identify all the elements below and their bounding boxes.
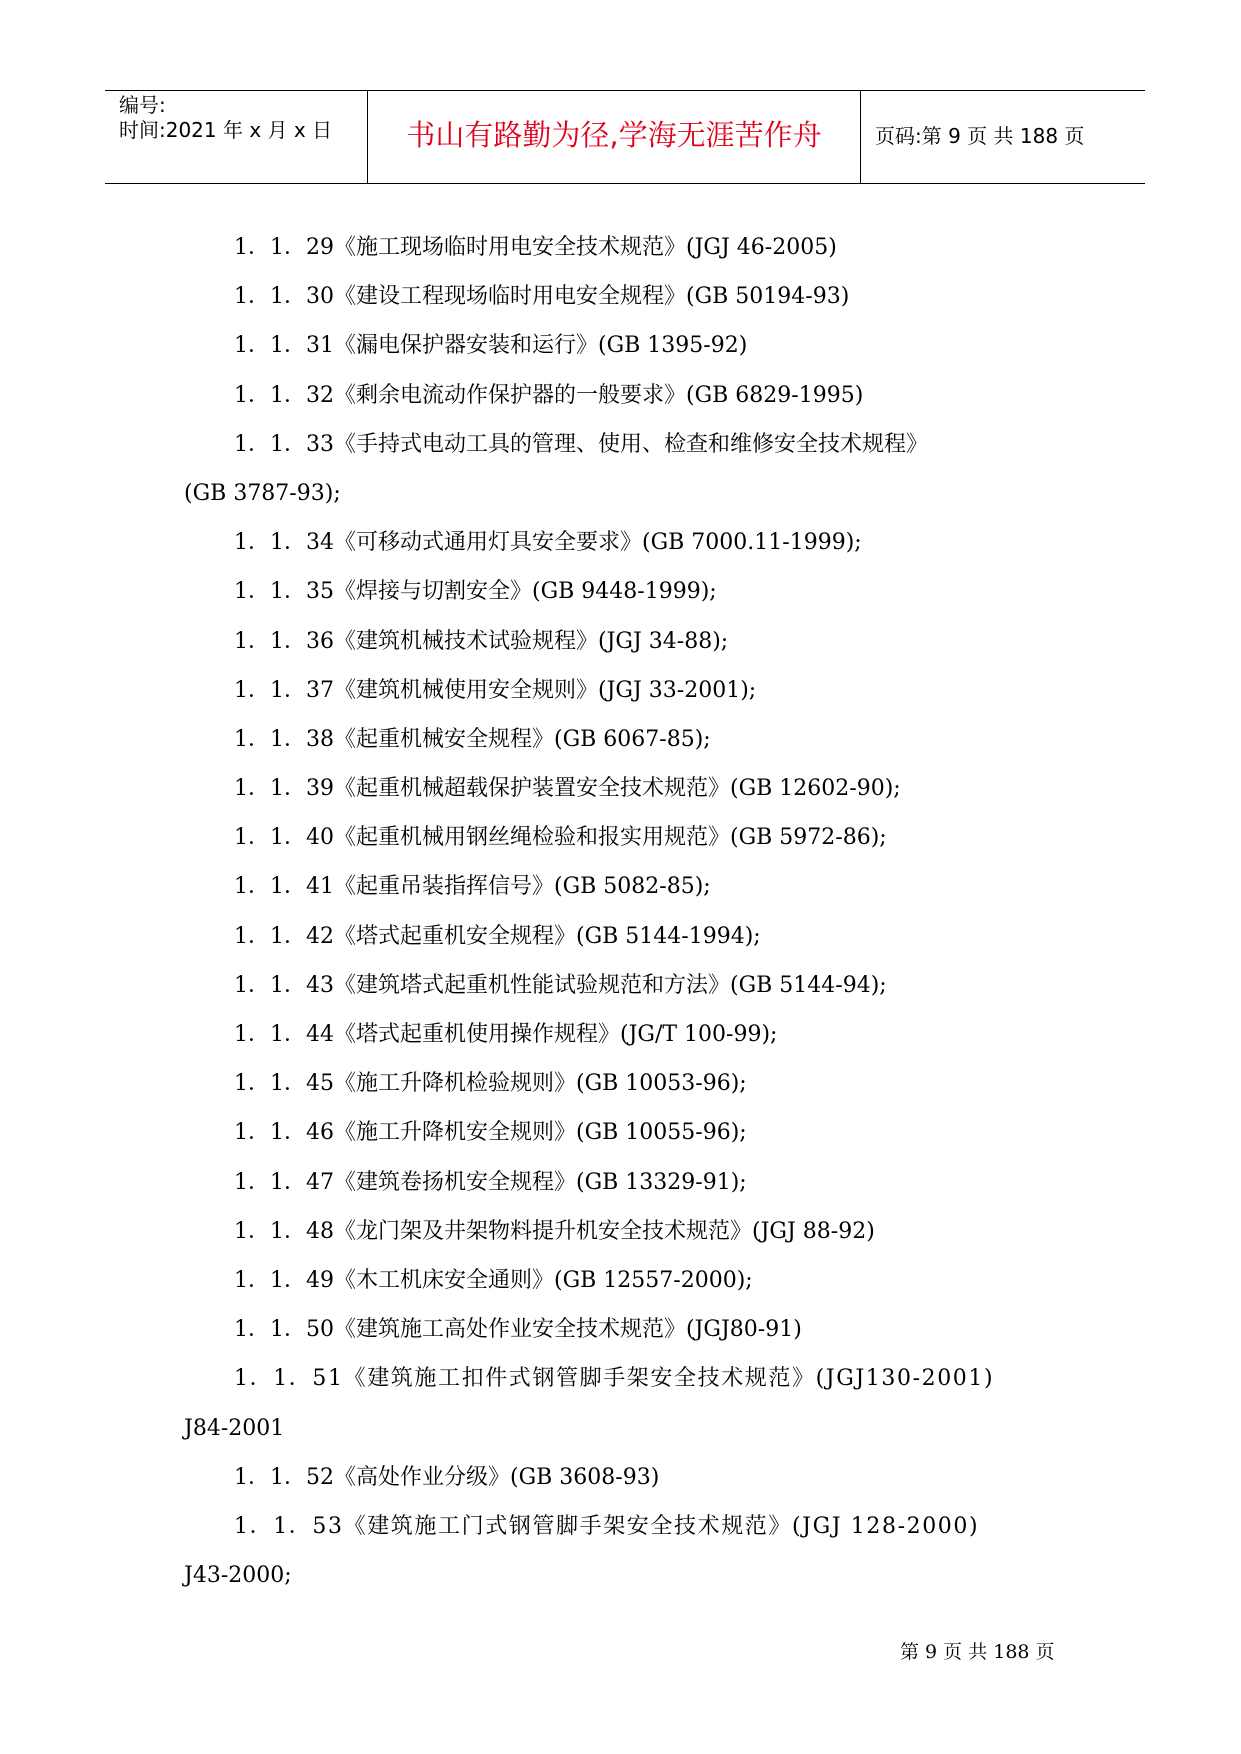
standard-list-item: 1．1．40《起重机械用钢丝绳检验和报实用规范》(GB 5972-86); — [234, 825, 887, 851]
standard-list-item: 1．1．53《建筑施工门式钢管脚手架安全技术规范》(JGJ 128-2000) — [234, 1513, 980, 1539]
header-left-cell — [105, 91, 367, 183]
standard-list-item: 1．1．48《龙门架及井架物料提升机安全技术规范》(JGJ 88-92) — [234, 1218, 875, 1244]
document-number-label: 编号: — [119, 93, 166, 117]
standard-list-item: 1．1．34《可移动式通用灯具安全要求》(GB 7000.11-1999); — [234, 530, 862, 556]
standard-list-item: 1．1．50《建筑施工高处作业安全技术规范》(JGJ80-91) — [234, 1317, 802, 1343]
standard-list-item: 1．1．35《焊接与切割安全》(GB 9448-1999); — [234, 579, 717, 605]
standard-list-item: 1．1．29《施工现场临时用电安全技术规范》(JGJ 46-2005) — [234, 235, 837, 260]
page-footer: 第 9 页 共 188 页 — [900, 1641, 1055, 1663]
standard-list-item: 1．1．30《建设工程现场临时用电安全规程》(GB 50194-93) — [234, 284, 850, 310]
standard-list-item: 1．1．42《塔式起重机安全规程》(GB 5144-1994); — [234, 923, 761, 949]
standard-list-item: 1．1．46《施工升降机安全规则》(GB 10055-96); — [234, 1120, 747, 1146]
standard-list-item: 1．1．43《建筑塔式起重机性能试验规范和方法》(GB 5144-94); — [234, 972, 887, 998]
standard-list-item: 1．1．51《建筑施工扣件式钢管脚手架安全技术规范》(JGJ130-2001) — [234, 1366, 995, 1392]
standard-list-item: 1．1．49《木工机床安全通则》(GB 12557-2000); — [234, 1267, 753, 1293]
header-motto: 书山有路勤为径,学海无涯苦作舟 — [406, 118, 822, 152]
standard-list-item: 1．1．44《塔式起重机使用操作规程》(JG/T 100-99); — [234, 1022, 778, 1047]
page-header — [105, 90, 1145, 184]
standard-list-item: 1．1．31《漏电保护器安装和运行》(GB 1395-92) — [234, 333, 748, 359]
standard-list-item: 1．1．38《起重机械安全规程》(GB 6067-85); — [234, 726, 711, 752]
standard-list-item: 1．1．45《施工升降机检验规则》(GB 10053-96); — [234, 1071, 747, 1097]
standard-list-item: 1．1．52《高处作业分级》(GB 3608-93) — [234, 1464, 660, 1490]
header-middle-cell — [367, 91, 861, 183]
standard-list-item-continuation: (GB 3787-93); — [184, 480, 341, 506]
standard-list-item: 1．1．37《建筑机械使用安全规则》(JGJ 33-2001); — [234, 677, 757, 703]
standard-list-item: 1．1．39《起重机械超载保护装置安全技术规范》(GB 12602-90); — [234, 776, 901, 802]
document-time-label: 时间:2021 年 x 月 x 日 — [119, 118, 333, 142]
header-page-label: 页码:第 9 页 共 188 页 — [875, 124, 1085, 148]
standard-list-item: 1．1．47《建筑卷扬机安全规程》(GB 13329-91); — [234, 1169, 747, 1195]
standard-list-item: 1．1．32《剩余电流动作保护器的一般要求》(GB 6829-1995) — [234, 382, 864, 408]
standard-list-item-continuation: J43-2000; — [184, 1563, 292, 1589]
standard-list-item: 1．1．36《建筑机械技术试验规程》(JGJ 34-88); — [234, 628, 729, 654]
header-right-cell — [861, 91, 1145, 183]
standard-list-item: 1．1．41《起重吊装指挥信号》(GB 5082-85); — [234, 874, 711, 900]
standards-list — [184, 223, 1084, 1600]
standard-list-item: 1．1．33《手持式电动工具的管理、使用、检查和维修安全技术规程》 — [234, 431, 928, 457]
standard-list-item-continuation: J84-2001 — [184, 1415, 285, 1441]
